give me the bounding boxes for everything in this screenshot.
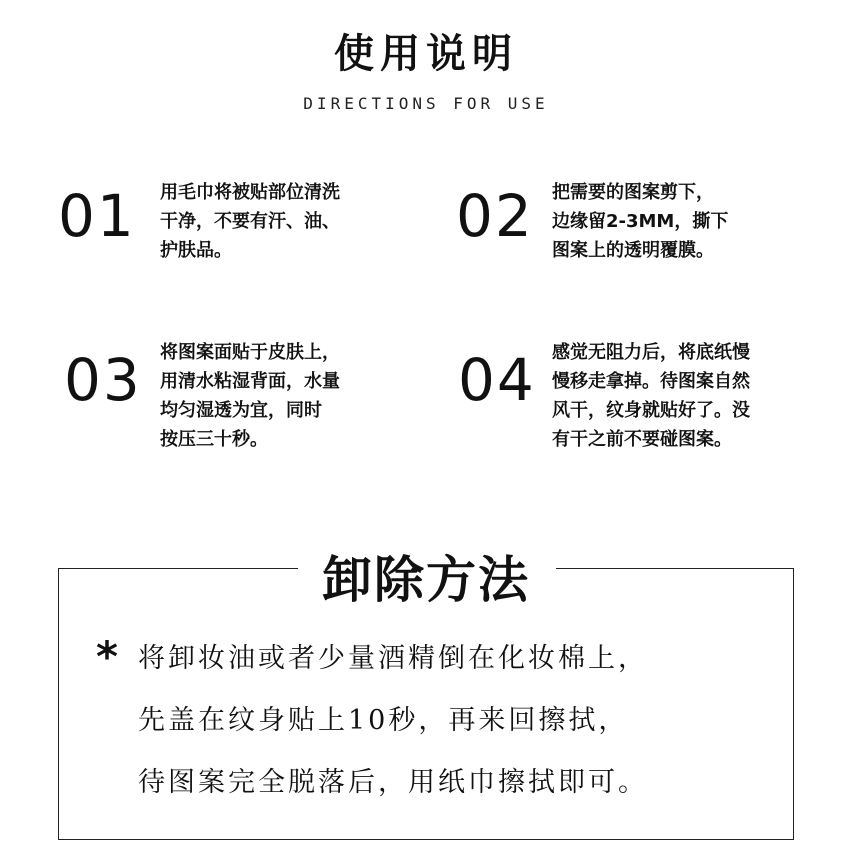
step-text-04: 感觉无阻力后，将底纸慢 慢移走拿掉。待图案自然 风干，纹身就贴好了。没 有干之前不要碰图案。 (552, 342, 750, 450)
step-text-02: 把需要的图案剪下， 边缘留2-3MM，撕下 图案上的透明覆膜。 (552, 182, 729, 261)
page-title: 使用说明 (334, 30, 518, 77)
removal-line-3: 待图案完全脱落后，用纸巾擦拭即可。 (138, 767, 648, 798)
step-number-03: 03 (64, 346, 142, 414)
page-subtitle: DIRECTIONS FOR USE (303, 94, 549, 113)
asterisk-icon: * (96, 632, 118, 681)
step-number-02: 02 (456, 182, 534, 250)
step-number-01: 01 (58, 182, 136, 250)
step-text-03: 将图案面贴于皮肤上， 用清水粘湿背面，水量 均匀湿透为宜，同时 按压三十秒。 (160, 342, 340, 450)
removal-line-1: 将卸妆油或者少量酒精倒在化妆棉上， (138, 643, 648, 674)
step-number-04: 04 (458, 346, 536, 414)
step-text-01: 用毛巾将被贴部位清洗 干净，不要有汗、油、 护肤品。 (160, 182, 340, 261)
removal-line-2: 先盖在纹身贴上10秒，再来回擦拭， (138, 705, 629, 736)
removal-title: 卸除方法 (322, 551, 530, 609)
